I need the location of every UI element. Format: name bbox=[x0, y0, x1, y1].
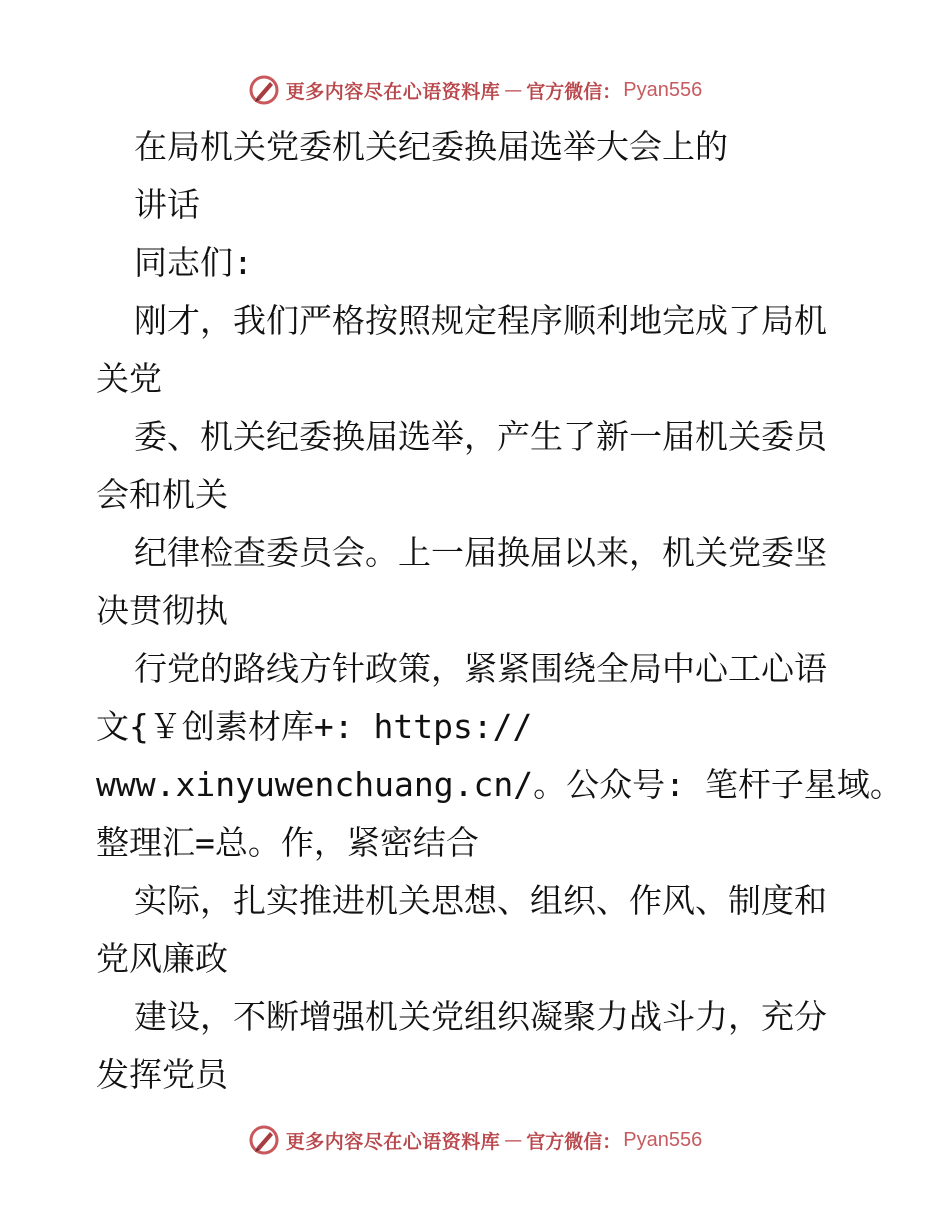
header-wechat-id: Pyan556 bbox=[623, 78, 703, 101]
header-separator: — bbox=[504, 79, 523, 101]
footer-separator: — bbox=[504, 1129, 523, 1151]
footer-wechat-label: 官方微信： bbox=[526, 1130, 622, 1153]
doc-line: 整理汇=总。作，紧密结合 bbox=[96, 823, 479, 862]
pen-logo-icon bbox=[248, 74, 280, 106]
pen-logo-icon bbox=[248, 1124, 280, 1156]
header-brand-text: 更多内容尽在心语资料库 bbox=[285, 80, 501, 103]
doc-line: 刚才，我们严格按照规定程序顺利地完成了局机 bbox=[134, 301, 827, 340]
footer-wechat-id: Pyan556 bbox=[623, 1128, 703, 1151]
doc-line: 讲话 bbox=[134, 185, 200, 224]
doc-line: www.xinyuwenchuang.cn/。公众号: 笔杆子星域。 bbox=[96, 765, 903, 804]
doc-line: 委、机关纪委换届选举，产生了新一届机关委员 bbox=[134, 417, 827, 456]
doc-line: 文{￥创素材库+: https:// bbox=[96, 707, 533, 746]
header-watermark-banner bbox=[0, 70, 950, 110]
doc-line: 会和机关 bbox=[96, 475, 228, 514]
doc-line: 行党的路线方针政策，紧紧围绕全局中心工心语 bbox=[134, 649, 827, 688]
doc-line: 建设，不断增强机关党组织凝聚力战斗力，充分 bbox=[134, 997, 827, 1036]
footer-brand-text: 更多内容尽在心语资料库 bbox=[285, 1130, 501, 1153]
doc-line: 发挥党员 bbox=[96, 1055, 228, 1094]
footer-watermark-banner bbox=[0, 1120, 950, 1160]
header-wechat-label: 官方微信： bbox=[526, 80, 622, 103]
doc-line: 党风廉政 bbox=[96, 939, 228, 978]
doc-line: 决贯彻执 bbox=[96, 591, 228, 630]
doc-line: 在局机关党委机关纪委换届选举大会上的 bbox=[134, 127, 728, 166]
doc-line: 同志们: bbox=[134, 243, 253, 282]
doc-line: 纪律检查委员会。上一届换届以来，机关党委坚 bbox=[134, 533, 827, 572]
document-body bbox=[96, 118, 903, 1104]
doc-line: 关党 bbox=[96, 359, 162, 398]
doc-line: 实际，扎实推进机关思想、组织、作风、制度和 bbox=[134, 881, 827, 920]
